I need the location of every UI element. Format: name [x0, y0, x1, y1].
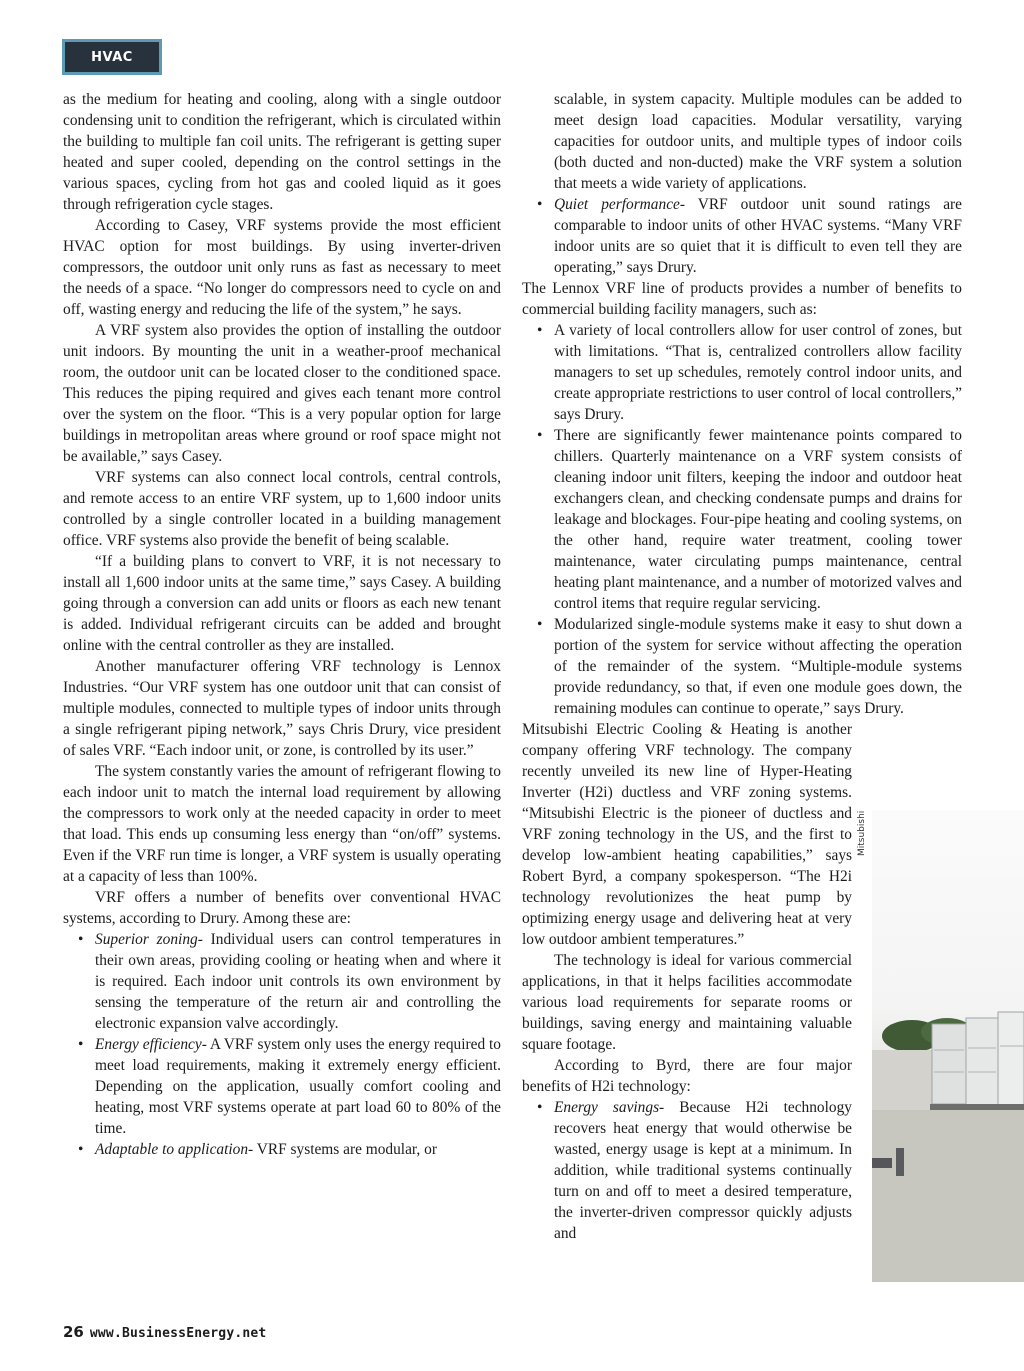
paragraph: According to Byrd, there are four major benefits of H2i technology: [522, 1057, 852, 1095]
list-item-text: A VRF system only uses the energy required to meet load requirements, making it extremely energy efficient. Depending on the application, usually comfort cooling and heating, most VRF systems operate at part load 60 to 80% of the time. [95, 1036, 501, 1137]
benefits-list [63, 929, 501, 1160]
list-item [522, 320, 962, 425]
list-item-term: Adaptable to application- [95, 1141, 254, 1158]
narrow-text-block [522, 719, 852, 1244]
paragraph: The system constantly varies the amount of refrigerant flowing to each indoor unit to match the internal load requirement by allowing the compressors to work only at the needed capacity in order to meet that load. This ends up consuming less energy than “on/off” systems. Even if the VRF run time is longer, a VRF system is usually operating at a capacity of less than 100%. [63, 763, 501, 885]
list-item-text: Individual users can control temperatures in their own areas, providing cooling or heating when and where it is required. Each indoor unit controls its own environment by sensing the temperature of the return air and controlling the electronic expansion valve accordingly. [95, 931, 501, 1032]
list-item [63, 1139, 501, 1160]
outdoor-unit-2 [966, 1018, 998, 1106]
outdoor-unit-1 [932, 1024, 966, 1104]
lennox-benefits-list [522, 320, 962, 719]
paragraph: “If a building plans to convert to VRF, it is not necessary to install all 1,600 indoor units at the same time,” says Casey. A building going through a conversion can add units or floors as each new tenant is added. Individual refrigerant circuits can be added and brought online with the central controller as they are installed. [63, 553, 501, 654]
list-item [522, 194, 962, 278]
article-column-left [63, 89, 501, 1160]
page-footer [63, 1323, 266, 1341]
list-item [63, 929, 501, 1034]
photo-credit: Mitsubishi [857, 810, 867, 856]
paragraph: A VRF system also provides the option of installing the outdoor unit indoors. By mounting the unit in a weather-proof mechanical room, the outdoor unit can be located closer to the conditioned space. This reduces the piping required and gives each tenant more control over the system on the floor. “This is a very popular option for large buildings in metropolitan areas where ground or roof space might not be available,” says Casey. [63, 322, 501, 465]
section-tag: HVAC [62, 39, 162, 75]
list-item [522, 1097, 852, 1244]
outdoor-unit-3 [998, 1012, 1024, 1108]
list-item-text: scalable, in system capacity. Multiple modules can be added to meet design load capacities. Modular versatility, varying capacities for outdoor units, and multiple types of indoor coils (both ducted and non-ducted) make the VRF system a solution that meets a wide variety of applications. [554, 91, 962, 192]
h2i-benefits-list [522, 1097, 852, 1244]
paragraph: The Lennox VRF line of products provides a number of benefits to commercial building facility managers, such as: [522, 280, 962, 318]
list-item-text: There are significantly fewer maintenance points compared to chillers. Quarterly maintenance on a VRF system consists of cleaning indoor unit filters, keeping the indoor and outdoor heat exchangers clean, and checking condensate pumps and drains for leakage and blockages. Four-pipe heating and cooling systems, on the other hand, require water treatment, cooling tower maintenance, water circulating pumps maintenance, central heating plant maintenance, and a number of motorized valves and control items that require regular servicing. [554, 427, 962, 612]
paragraph: According to Casey, VRF systems provide the most efficient HVAC option for most buildings. By using inverter-driven compressors, the outdoor unit only runs as fast as necessary to meet the needs of a space. “No longer do compressors need to cycle on and off, wasting energy and reducing the life of the system,” he says. [63, 217, 501, 318]
list-item [63, 1034, 501, 1139]
list-item-term: Superior zoning- [95, 931, 203, 948]
list-item-text: VRF outdoor unit sound ratings are comparable to indoor units of other HVAC systems. “Many VRF indoor units are so quiet that it is difficult to even tell they are operating,” says Drury. [554, 196, 963, 276]
list-item-text: Because H2i technology recovers heat energy that would otherwise be wasted, energy usage is kept at a minimum. In addition, while traditional systems continually turn on and off to meet a desired temperature, the inverter-driven compressor quickly adjusts and [554, 1099, 852, 1242]
rooftop-units-illustration [872, 810, 1024, 1282]
paragraph: The technology is ideal for various commercial applications, in that it helps facilities accommodate various load requirements for separate rooms or buildings, saving energy and maintaining valuable square footage. [522, 952, 852, 1053]
list-item-text: VRF systems are modular, or [253, 1141, 437, 1158]
website-link[interactable]: www.BusinessEnergy.net [89, 1326, 267, 1341]
list-item-term: Energy savings- [554, 1099, 665, 1116]
benefits-list-continued [522, 89, 962, 278]
paragraph: as the medium for heating and cooling, along with a single outdoor condensing unit to condition the refrigerant, which is circulated within the building to multiple fan coil units. The refrigerant is getting super heated and super cooled, depending on the control settings in the various spaces, cycling from hot gas and cooled liquid as it goes through refrigeration cycle stages. [63, 91, 501, 213]
list-item-text: Modularized single-module systems make it easy to shut down a portion of the system for service without affecting the operation of the remainder of the system. “Multiple-module systems provide redundancy, so that, if even one module goes down, the remaining modules can continue to operate,” says Drury. [554, 616, 962, 717]
list-item-term: Quiet performance- [554, 196, 685, 213]
list-item-text: A variety of local controllers allow for user control of zones, but with limitations. “That is, centralized controllers allow facility managers to set up schedules, remotely control indoor units, and create appropriate restrictions to user control of local controllers,” says Drury. [554, 322, 962, 423]
paragraph: Another manufacturer offering VRF technology is Lennox Industries. “Our VRF system has one outdoor unit that can consist of multiple modules, connected to multiple types of indoor units through a single refrigerant piping network,” says Chris Drury, vice president of sales VRF. “Each indoor unit, or zone, is controlled by its user.” [63, 658, 501, 759]
rooftop-units-photo [872, 810, 1024, 1282]
paragraph: VRF offers a number of benefits over conventional HVAC systems, according to Drury. Among these are: [63, 889, 501, 927]
list-item [522, 614, 962, 719]
paragraph: VRF systems can also connect local controls, central controls, and remote access to an entire VRF system, up to 1,600 indoor units controlled by a single controller located in a building management office. VRF systems also provide the benefit of being scalable. [63, 469, 501, 549]
list-item [522, 425, 962, 614]
page-number: 26 [63, 1323, 84, 1341]
paragraph: Mitsubishi Electric Cooling & Heating is another company offering VRF technology. The company recently unveiled its new line of Hyper-Heating Inverter (H2i) ductless and VRF zoning systems. “Mitsubishi Electric is the pioneer of ductless and VRF zoning technology in the US, and the first to develop low-ambient heating capabilities,” says Robert Byrd, a company spokesperson. “The H2i technology revolutionizes the heat pump by optimizing energy usage and delivering heat at very low outdoor ambient temperatures.” [522, 721, 852, 948]
list-item [522, 89, 962, 194]
list-item-term: Energy efficiency- [95, 1036, 207, 1053]
